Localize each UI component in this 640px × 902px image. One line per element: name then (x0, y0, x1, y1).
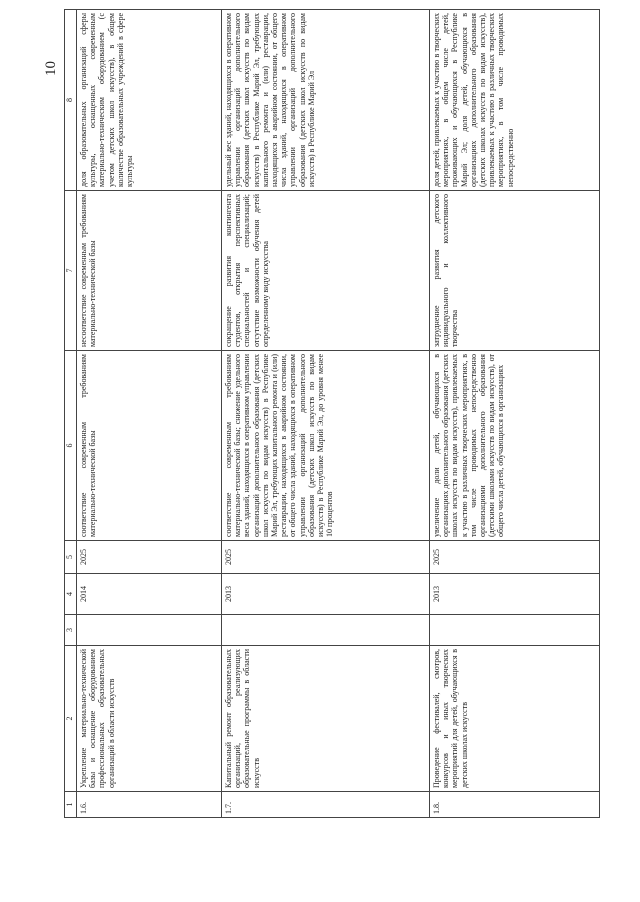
start-year: 2013 (222, 574, 430, 615)
non-implementation-consequences: сокращение развития контингента студентов, открытия перспективных специальностей и специализаций; отсутствие возможности обучения детей определенному виду искусства (222, 191, 430, 351)
column-number: 6 (65, 351, 77, 541)
related-indicators: доля образовательных организаций сферы культуры, оснащенных современным материально-техническим оборудованием (с учетом детских школ искусств), в общем количестве образовательных учреждений в сфере культуры (77, 10, 222, 191)
non-implementation-consequences: несоответствие современным требованиям материально-технической базы (77, 191, 222, 351)
related-indicators: удельный вес зданий, находящихся в оперативном управлении организаций дополнительного образования (детских школ искусств по видам искусств) в Республике Марий Эл, требующих капитального ремонта и (или) реставрации, находящихся в аварийном состоянии, от общего числа зданий, находящихся в оперативном управлении организаций дополнительного образования (детских школ искусств по видам искусств) в Республике Марий Эл (222, 10, 430, 191)
column-number: 7 (65, 191, 77, 351)
measure-name: Укрепление материально-технической базы и оснащение оборудованием профессиональных образовательных организаций в области искусств (77, 646, 222, 792)
table-row (430, 10, 600, 818)
table-row (77, 10, 222, 818)
column-number: 8 (65, 10, 77, 191)
end-year: 2025 (430, 541, 600, 574)
non-implementation-consequences: затруднение развития детского индивидуального и коллективного творчества (430, 191, 600, 351)
related-indicators: доля детей, привлекаемых к участию в творческих мероприятиях, в общем числе детей, проживающих и обучающихся в Республике Марий Эл; доля детей, обучающихся в организациях дополнительного образования (детских школах искусств по видам искусств), привлекаемых к участию в различных творческих мероприятиях, в том числе проводимых непосредственно (430, 10, 600, 191)
measure-name: Капитальный ремонт образовательных организаций, реализующих образовательные программы в области искусств (222, 646, 430, 792)
program-measures-table (64, 9, 600, 818)
table-row (222, 10, 430, 818)
end-year: 2025 (77, 541, 222, 574)
column-number: 4 (65, 574, 77, 615)
column-number: 1 (65, 792, 77, 818)
start-year: 2014 (77, 574, 222, 615)
row-number: 1.6. (77, 792, 222, 818)
end-year: 2025 (222, 541, 430, 574)
row-number: 1.8. (430, 792, 600, 818)
empty-cell (77, 615, 222, 646)
column-number: 3 (65, 615, 77, 646)
column-number-header-row (65, 10, 77, 818)
expected-result: соответствие современным требованиям материально-технической базы (77, 351, 222, 541)
start-year: 2013 (430, 574, 600, 615)
empty-cell (430, 615, 600, 646)
column-number: 5 (65, 541, 77, 574)
page-number: 10 (43, 61, 59, 76)
row-number: 1.7. (222, 792, 430, 818)
expected-result: увеличение доли детей, обучающихся в организациях дополнительного образования (детских школах искусств по видам искусств), привлекаемых к участию в различных творческих мероприятиях, в том числе проводимых непосредственно организациями дополнительного образования (детскими школами искусств по видам искусств), от общего числа детей, обучающихся в организациях (430, 351, 600, 541)
expected-result: соответствие современным требованиям материально-технической базы; снижение удельного веса зданий, находящихся в оперативном управлении организаций дополнительного образования (детских школ искусств по видам искусств) в Республике Марий Эл, требующих капитального ремонта и (или) реставрации, находящихся в аварийном состоянии, от общего числа зданий, находящихся в оперативном управлении организаций дополнительного образования (детских школ искусств по видам искусств) в Республике Марий Эл, до уровня менее 10 процентов (222, 351, 430, 541)
empty-cell (222, 615, 430, 646)
column-number: 2 (65, 646, 77, 792)
measure-name: Проведение фестивалей, смотров, конкурсов и иных творческих мероприятий для детей, обучающихся в детских школах искусств (430, 646, 600, 792)
